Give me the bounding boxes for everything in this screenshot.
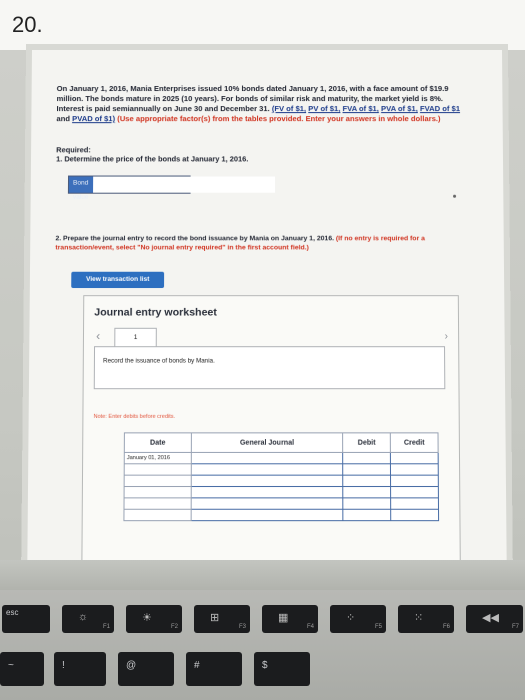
key-2[interactable]: @	[118, 652, 174, 686]
table-row	[124, 487, 438, 498]
worksheet-page-tab[interactable]: 1	[114, 328, 157, 347]
mission-control-icon: ⊞	[210, 612, 220, 624]
keyboard-light-down-icon: ⁘	[346, 612, 356, 624]
launchpad-icon: ▦	[278, 612, 289, 624]
key-tilde[interactable]: ~	[0, 652, 44, 686]
pvad-table-link[interactable]: PVAD of $1)	[72, 114, 116, 124]
key-f7[interactable]: ◀◀ F7	[466, 605, 523, 633]
account-cell[interactable]	[191, 487, 343, 498]
part2-text: 2. Prepare the journal entry to record the bond issuance by Mania on January 1, 2016.	[55, 235, 336, 243]
laptop-bezel	[0, 560, 525, 590]
col-date: Date	[124, 433, 191, 453]
account-cell[interactable]	[191, 498, 343, 509]
worksheet-description: Record the issuance of bonds by Mania.	[103, 357, 215, 365]
key-f6[interactable]: ⁙ F6	[398, 605, 454, 633]
table-row	[124, 498, 439, 509]
brightness-up-icon: ☀	[142, 612, 152, 624]
required-heading: Required:	[56, 145, 91, 155]
key-4[interactable]: $	[254, 652, 310, 686]
keyboard-light-up-icon: ⁙	[414, 612, 424, 624]
debit-cell[interactable]	[343, 487, 391, 498]
key-3[interactable]: #	[186, 652, 242, 686]
credit-cell[interactable]	[391, 475, 439, 486]
table-row	[124, 452, 438, 463]
journal-table	[123, 432, 439, 521]
credit-cell[interactable]	[391, 464, 439, 475]
col-credit: Credit	[390, 433, 438, 453]
col-general-journal: General Journal	[191, 433, 343, 453]
problem-statement	[56, 84, 462, 124]
view-transaction-list-button[interactable]: View transaction list	[71, 272, 164, 288]
col-debit: Debit	[343, 433, 391, 453]
date-cell[interactable]: January 01, 2016	[124, 452, 191, 463]
table-row	[124, 464, 438, 475]
credit-cell[interactable]	[391, 487, 439, 498]
and-text: and	[56, 114, 71, 124]
keyboard	[0, 590, 525, 700]
account-cell[interactable]	[191, 475, 343, 486]
laptop-screen	[27, 50, 506, 570]
worksheet-nav	[94, 329, 448, 347]
part2-instructions	[55, 234, 468, 252]
debit-credit-note: Note: Enter debits before credits.	[93, 413, 176, 421]
required-item-1: 1. Determine the price of the bonds at January 1, 2016.	[56, 154, 249, 164]
chevron-left-icon[interactable]: ‹	[96, 328, 101, 344]
chevron-right-icon[interactable]: ›	[444, 330, 449, 343]
top-label-strip	[0, 0, 525, 50]
date-cell[interactable]	[124, 464, 191, 475]
problem-text: On January 1, 2016, Mania Enterprises issued 10% bonds dated January 1, 2016, with a face amount of $19.9 million. The bonds mature in 2025 (10 years). For bonds of similar risk and maturity, the market yield is 8%. Interest is paid semiannually on June 30 and December 31.	[56, 84, 449, 114]
bond-value-label: Bond value	[69, 177, 93, 193]
date-cell[interactable]	[124, 487, 191, 498]
date-cell[interactable]	[124, 498, 191, 509]
debit-cell[interactable]	[343, 452, 391, 463]
fva-table-link[interactable]: FVA of $1,	[342, 104, 379, 114]
fvad-table-link[interactable]: FVAD of $1	[419, 104, 461, 114]
key-1[interactable]: !	[54, 652, 106, 686]
key-esc[interactable]: esc	[2, 605, 50, 633]
debit-cell[interactable]	[343, 509, 391, 520]
credit-cell[interactable]	[391, 498, 439, 509]
rewind-icon: ◀◀	[482, 612, 499, 624]
account-cell[interactable]	[191, 464, 343, 475]
credit-cell[interactable]	[391, 509, 439, 520]
date-cell[interactable]	[124, 509, 191, 520]
account-cell[interactable]	[191, 452, 343, 463]
account-cell[interactable]	[191, 509, 343, 520]
debit-cell[interactable]	[343, 498, 391, 509]
key-f1[interactable]: ☼ F1	[62, 605, 114, 633]
cursor-dot	[453, 195, 456, 198]
instruction-text: (Use appropriate factor(s) from the tables provided. Enter your answers in whole dollars.)	[117, 114, 441, 124]
worksheet-description-box	[94, 346, 446, 389]
table-row	[124, 509, 439, 520]
bond-value-input[interactable]	[93, 177, 275, 193]
key-f3[interactable]: ⊞ F3	[194, 605, 250, 633]
credit-cell[interactable]	[390, 452, 438, 463]
debit-cell[interactable]	[343, 475, 391, 486]
date-cell[interactable]	[124, 475, 191, 486]
debit-cell[interactable]	[343, 464, 391, 475]
pv-table-link[interactable]: PV of $1,	[308, 104, 341, 114]
fv-table-link[interactable]: (FV of $1,	[271, 104, 307, 114]
worksheet-title: Journal entry worksheet	[94, 306, 217, 319]
key-f2[interactable]: ☀ F2	[126, 605, 182, 633]
bond-value-row	[68, 176, 191, 201]
required-section	[56, 145, 463, 163]
part2-note: (If no entry is required for a transaction/event, select "No journal entry required" in the first account field.)	[55, 235, 425, 252]
pva-table-link[interactable]: PVA of $1,	[381, 104, 418, 114]
key-f5[interactable]: ⁘ F5	[330, 605, 386, 633]
journal-entry-worksheet	[81, 295, 461, 596]
brightness-down-icon: ☼	[78, 611, 89, 623]
question-number: 20.	[12, 12, 43, 37]
key-f4[interactable]: ▦ F4	[262, 605, 318, 633]
table-row	[124, 475, 438, 486]
